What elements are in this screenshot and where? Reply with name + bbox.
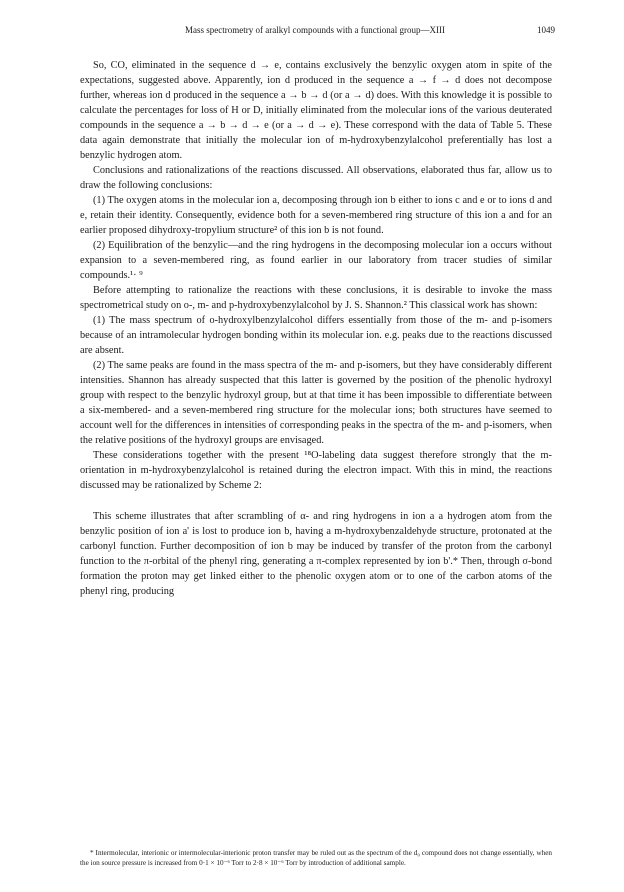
- paragraph-conclusion-1: (1) The oxygen atoms in the molecular ion a, decomposing through ion b either to ions c and e or to ions d and e, retain their identity. Consequently, evidence both for a seven-membered ring structure of this ion a and for an earlier proposed dihydroxy-tropylium structure² of this ion b is not found.: [80, 195, 552, 236]
- footnote-text: * Intermolecular, interionic or intermolecular-interionic proton transfer may be ruled out as the spectrum of the d₀ compound does not change essentially, when the ion source pressure is increased from 0·1 × 10⁻⁶ Torr to 2·8 × 10⁻⁶ Torr by introduction of additional sample.: [80, 849, 552, 867]
- paragraph-shannon-intro: Before attempting to rationalize the reactions with these conclusions, it is desirable to invoke the mass spectrometrical study on o-, m- and p-hydroxybenzylalcohol by J. S. Shannon.² This classical work has shown:: [80, 285, 552, 311]
- running-title: Mass spectrometry of aralkyl compounds with a functional group—XIII: [185, 25, 445, 35]
- paragraph-considerations: These considerations together with the present ¹⁸O-labeling data suggest therefore strongly that the m-orientation in m-hydroxybenzylalcohol is retained during the electron impact. With this in mind, the reactions discussed may be rationalized by Scheme 2:: [80, 450, 552, 491]
- paragraph-conclusions-intro: Conclusions and rationalizations of the reactions discussed. All observations, elaborated thus far, allow us to draw the following conclusions:: [80, 165, 552, 191]
- paragraph-shannon-1: (1) The mass spectrum of o-hydroxylbenzylalcohol differs essentially from those of the m- and p-isomers because of an intramolecular hydrogen bonding within its molecular ion. e.g. peaks due to the reactions discussed are absent.: [80, 315, 552, 356]
- paragraph-co-elimination: So, CO, eliminated in the sequence d → e, contains exclusively the benzylic oxygen atom in spite of the expectations, suggested above. Apparently, ion d produced in the sequence a → f → d does not decompose further, whereas ion d produced in the sequence a → b → d (or a → d) does. With this knowledge it is possible to calculate the percentages for loss of H or D, initially eliminated from the molecular ions of the various deuterated compounds in the sequence a → b → d → e (or a → d → e). These correspond with the data of Table 5. These data again demonstrate that initially the molecular ion of m-hydroxybenzylalcohol preferentially has lost a benzylic hydrogen atom.: [80, 60, 552, 161]
- page-number: 1049: [537, 25, 555, 35]
- footnote: [80, 848, 552, 868]
- body-text: [80, 58, 552, 599]
- paragraph-conclusion-2: (2) Equilibration of the benzylic—and the ring hydrogens in the decomposing molecular ion a occurs without expansion to a seven-membered ring, as found earlier in our laboratory from tracer studies of similar compounds.¹· ⁹: [80, 240, 552, 281]
- paragraph-shannon-2: (2) The same peaks are found in the mass spectra of the m- and p-isomers, but they have considerably different intensities. Shannon has already suspected that this latter is governed by the position of the phenolic hydroxyl group with respect to the benzylic hydroxyl group, but at that time it has been impossible to differentiate between a six-membered- and a seven-membered ring structure for the molecular ions; both structures have seemed to account well for the differences in intensities of corresponding peaks in the spectra of the m- and p-isomers, when the relative positions of the hydroxyl groups are envisaged.: [80, 360, 552, 446]
- paragraph-scheme-explanation: This scheme illustrates that after scrambling of α- and ring hydrogens in ion a a hydrogen atom from the benzylic position of ion a' is lost to produce ion b, having a m-hydroxybenzaldehyde structure, protonated at the carbonyl function. Further decomposition of ion b may be induced by transfer of the proton from the carbonyl function to the π-orbital of the phenyl ring, generating a π-complex represented by ion b'.* Then, through σ-bond formation the proton may get linked either to the phenolic oxygen atom or to one of the carbon atoms of the phenyl ring, producing: [80, 511, 552, 597]
